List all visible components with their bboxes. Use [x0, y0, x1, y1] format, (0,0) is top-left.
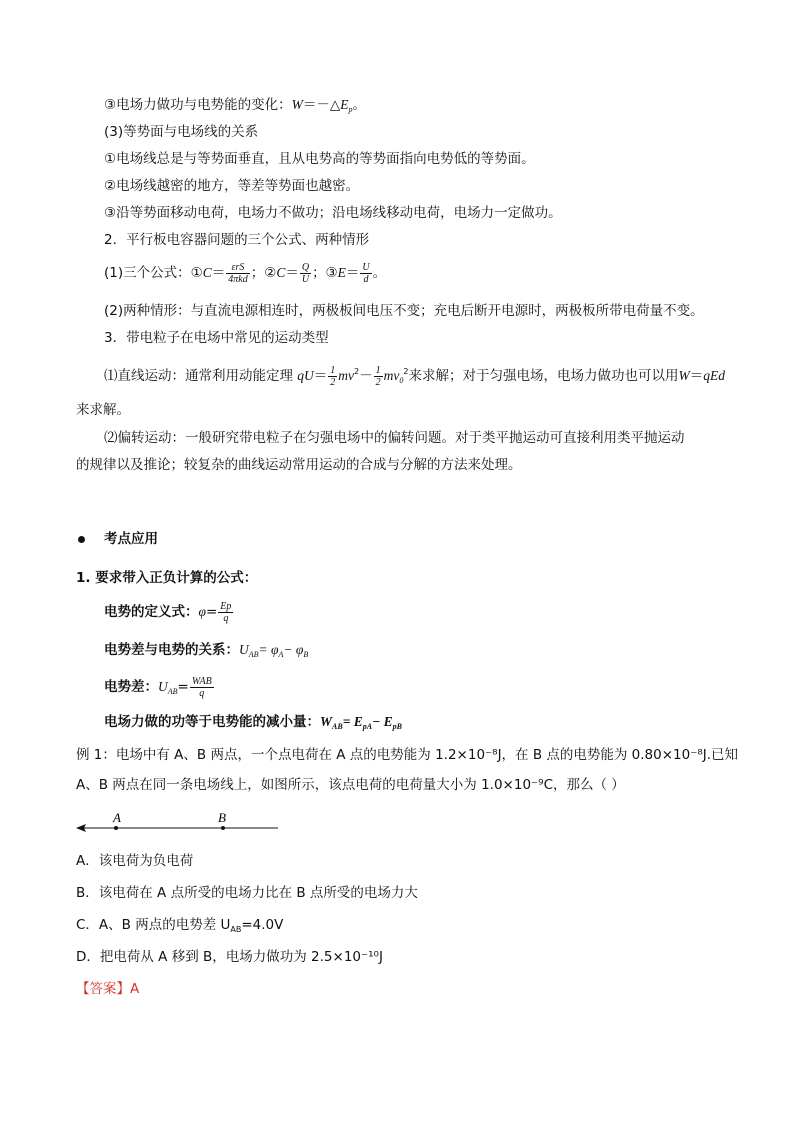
- formula-label: 电势差与电势的关系：: [104, 642, 239, 658]
- point-b-dot: [221, 826, 225, 830]
- math-expr: − φ: [283, 642, 304, 657]
- formula-potential-definition: [104, 597, 234, 627]
- math-w: W: [678, 368, 690, 383]
- text-line-capacitor-title: [104, 231, 369, 249]
- math-c: C: [202, 265, 212, 280]
- math-expr: = φ: [258, 642, 279, 657]
- fraction-den: U: [301, 273, 310, 285]
- math-expr: − E: [372, 714, 393, 729]
- fraction-num: Q: [301, 261, 310, 273]
- heading-text: 考点应用: [104, 531, 158, 547]
- math-u: U: [158, 679, 168, 694]
- math-phi: φ: [198, 604, 206, 619]
- math-sub: AB: [248, 650, 259, 659]
- math-sub: pA: [362, 722, 373, 731]
- text-line-fieldline-2: [104, 177, 359, 195]
- answer-value: A: [130, 981, 140, 997]
- math-op: ＝: [313, 368, 328, 384]
- text: C．A、B 两点的电势差 U: [76, 917, 231, 933]
- math-op: ＝: [211, 265, 226, 281]
- fraction-den: 2: [375, 376, 381, 388]
- math-u: U: [239, 642, 249, 657]
- formula-potential-difference-relation: [104, 641, 308, 664]
- text-line-fieldline-1: [104, 150, 535, 168]
- math-w: W: [320, 714, 333, 729]
- text: A．该电荷为负电荷: [76, 853, 194, 869]
- math-qu: qU: [297, 368, 314, 383]
- fraction-capacitance: [226, 262, 249, 285]
- math-sub: AB: [167, 687, 178, 696]
- option-b: [76, 884, 418, 902]
- point-b-label: B: [218, 810, 226, 825]
- text: 来求解；对于匀强电场，电场力做功也可以用: [408, 368, 679, 384]
- field-line-diagram: [70, 808, 285, 838]
- fraction-den: d: [363, 273, 369, 285]
- fraction-num: 1: [330, 364, 336, 376]
- option-a: [76, 852, 193, 870]
- math-sub: AB: [332, 722, 343, 731]
- text-line-linear-motion: [104, 357, 725, 396]
- fraction-den: 2: [330, 376, 336, 388]
- text: 的规律以及推论；较复杂的曲线运动常用运动的合成与分解的方法来处理。: [76, 457, 522, 473]
- formula-work-energy: [104, 713, 402, 736]
- fraction-half: [374, 365, 383, 388]
- text-line-two-cases: [104, 302, 704, 320]
- math-op: ＝: [689, 368, 704, 384]
- math-sub: B: [303, 650, 309, 659]
- text: ②电场线越密的地方，等差等势面也越密。: [104, 178, 360, 194]
- math-c: C: [276, 265, 286, 280]
- bullet-icon: [78, 536, 85, 543]
- text-end: 。: [372, 265, 387, 281]
- fraction-ep-over-q: [218, 601, 233, 624]
- math-e: E: [337, 265, 346, 280]
- example-line-2: [76, 776, 625, 794]
- formula-label: 电场力做的功等于电势能的减小量：: [104, 714, 320, 730]
- fraction-den: q: [223, 612, 229, 624]
- fraction-num: U: [362, 261, 370, 273]
- text: 来求解。: [76, 402, 130, 418]
- section-heading: [104, 530, 158, 548]
- math-op: ＝－△: [302, 97, 341, 113]
- text-line-deflection-2: [76, 456, 522, 474]
- option-d: [76, 948, 383, 966]
- math-w: W: [291, 97, 303, 112]
- text: B．该电荷在 A 点所受的电场力比在 B 点所受的电场力大: [76, 885, 418, 901]
- text: ；③: [312, 265, 338, 281]
- math-op: ＝: [345, 265, 360, 281]
- text: 例 1：电场中有 A、B 两点，一个点电荷在 A 点的电势能为 1.2×10⁻⁸J，在 B 点的电势能为 0.80×10⁻⁸J.已知: [76, 747, 739, 763]
- text: ③沿等势面移动电荷，电场力不做功；沿电场线移动电荷，电场力一定做功。: [104, 205, 562, 221]
- math-expr: = E: [342, 714, 363, 729]
- text: ⑵偏转运动：一般研究带电粒子在匀强电场中的偏转问题。对于类平抛运动可直接利用类平抛运动: [104, 430, 685, 446]
- text: ；②: [250, 265, 277, 281]
- math-sub: 0: [399, 376, 404, 385]
- fraction-den: q: [199, 687, 205, 699]
- point-a-label: A: [113, 810, 121, 825]
- fraction-half: [328, 365, 337, 388]
- answer: [76, 980, 139, 998]
- text-line-fieldline-3: [104, 204, 562, 222]
- text: ③电场力做功与电势能的变化：: [104, 97, 292, 113]
- text-line-work-energy: [104, 96, 366, 119]
- text: =4.0V: [241, 917, 284, 933]
- math-op: =: [177, 679, 189, 695]
- text-line-deflection: [104, 429, 685, 447]
- answer-label: 【答案】: [76, 981, 130, 997]
- fraction-q-over-u: [300, 262, 311, 285]
- text: (2)两种情形：与直流电源相连时，两极板间电压不变；充电后断开电源时，两极板所带电荷量不变。: [104, 303, 704, 319]
- fraction-num: 1: [375, 364, 381, 376]
- math-op: ＝: [285, 265, 299, 281]
- text: (1)三个公式：①: [104, 265, 203, 281]
- math-sub: pB: [392, 722, 403, 731]
- fraction-num: WAB: [191, 675, 212, 687]
- formula-label: 电势的定义式：: [104, 604, 199, 620]
- text: 3．带电粒子在电场中常见的运动类型: [104, 330, 329, 346]
- fraction-den: 4πkd: [228, 273, 248, 285]
- fraction-num: εrS: [226, 262, 249, 274]
- math-mv0: mv: [383, 368, 400, 383]
- subscript: AB: [230, 925, 242, 934]
- text-line-solve: [76, 401, 130, 419]
- fraction-u-over-d: [360, 262, 371, 285]
- point-a-dot: [114, 826, 118, 830]
- text: ⑴直线运动：通常利用动能定理: [104, 368, 293, 384]
- math-mv: mv: [338, 368, 355, 383]
- text: (3)等势面与电场线的关系: [104, 124, 259, 140]
- text: 1. 要求带入正负计算的公式：: [76, 570, 258, 586]
- item-title: [76, 569, 257, 587]
- text-line-motion-title: [104, 329, 329, 347]
- math-sub: p: [348, 105, 353, 114]
- math-sup: 2: [403, 367, 409, 376]
- text-end: 。: [352, 97, 366, 113]
- text: D．把电荷从 A 移到 B，电场力做功为 2.5×10⁻¹⁰J: [76, 949, 383, 965]
- fraction-w-over-q: [190, 676, 214, 699]
- formula-label: 电势差：: [104, 679, 158, 695]
- text-line-equipotential-title: [104, 123, 258, 141]
- math-sup: 2: [354, 367, 360, 376]
- option-c: [76, 916, 283, 939]
- example-line-1: [76, 746, 738, 764]
- fraction-num: Ep: [220, 600, 232, 612]
- math-qed: qEd: [703, 368, 725, 383]
- math-e: E: [340, 97, 349, 112]
- formula-potential-difference: [104, 672, 215, 707]
- text-line-three-formulas: [104, 258, 386, 288]
- text: ①电场线总是与等势面垂直，且从电势高的等势面指向电势低的等势面。: [104, 151, 535, 167]
- math-op: －: [359, 368, 373, 384]
- text: 2．平行板电容器问题的三个公式、两种情形: [104, 232, 370, 248]
- math-op: =: [205, 604, 218, 620]
- text: A、B 两点在同一条电场线上，如图所示，该点电荷的电荷量大小为 1.0×10⁻⁹C，那么（ ）: [76, 777, 625, 793]
- math-sub: A: [278, 650, 284, 659]
